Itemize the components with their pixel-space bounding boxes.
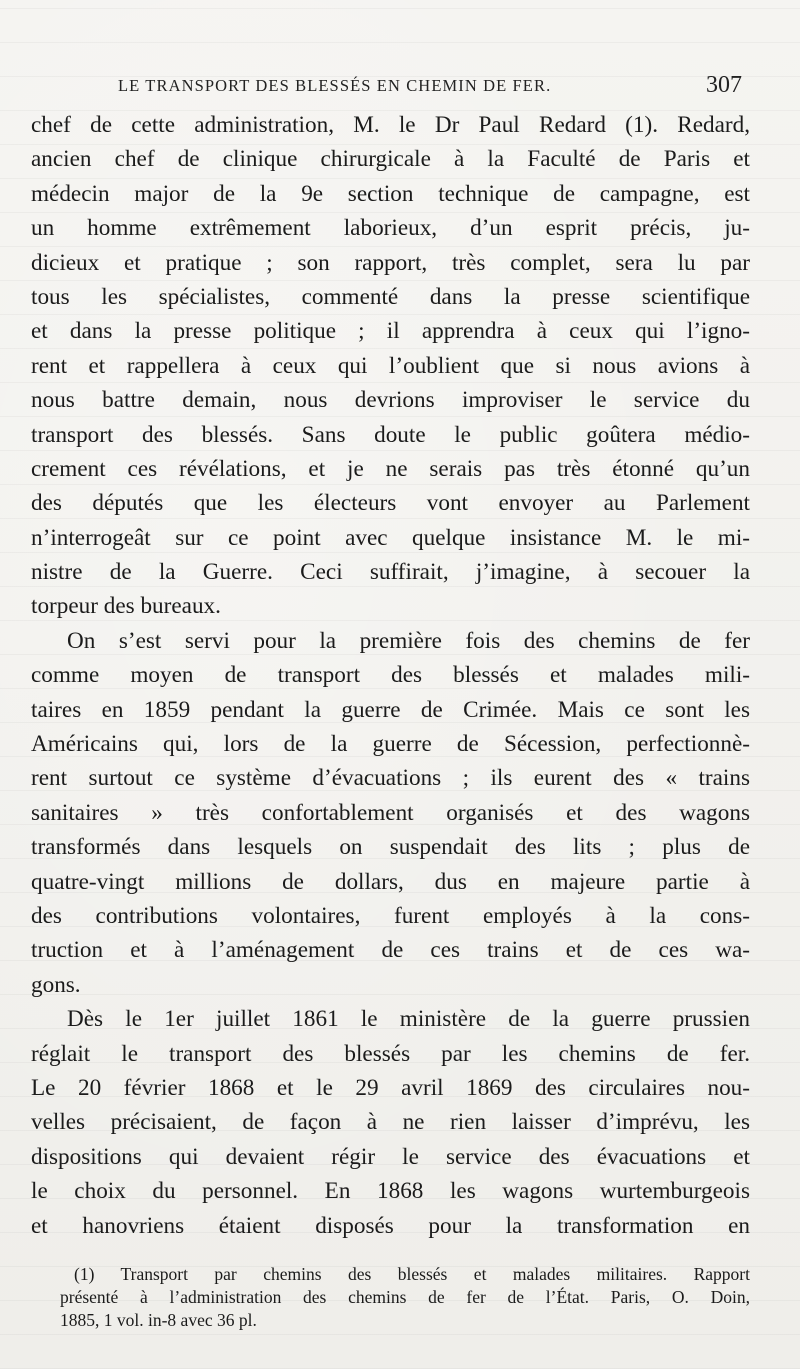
text-line: et dans la presse politique ; il apprendra à ceux qui l’igno- [31,318,750,345]
text-line: dispositions qui devaient régir le service des évacuations et [31,1143,750,1170]
text-line: ancien chef de clinique chirurgicale à la Faculté de Paris et [31,146,750,173]
text-line: Le 20 février 1868 et le 29 avril 1869 des circulaires nou- [31,1074,750,1101]
text-line: transport des blessés. Sans doute le public goûtera médio- [31,421,750,448]
text-line: rent et rappellera à ceux qui l’oublient que si nous avions à [31,352,750,379]
footnote-line: 1885, 1 vol. in-8 avec 36 pl. [60,1310,257,1330]
text-line: torpeur des bureaux. [31,593,221,620]
text-line: le choix du personnel. En 1868 les wagons wurtemburgeois [31,1178,750,1205]
text-line: n’interrogeât sur ce point avec quelque insistance M. le mi- [31,524,750,551]
text-line: et hanovriens étaient disposés pour la transformation en [31,1212,750,1239]
text-line: un homme extrêmement laborieux, d’un esprit précis, ju- [31,215,750,242]
text-line: On s’est servi pour la première fois des chemins de fer [67,627,750,654]
running-header [118,72,748,102]
text-line: des députés que les électeurs vont envoyer au Parlement [31,490,750,517]
text-line: comme moyen de transport des blessés et malades mili- [31,662,750,689]
footnote-line: présenté à l’administration des chemins de fer de l’État. Paris, O. Doin, [60,1287,750,1307]
text-line: truction et à l’aménagement de ces trains et de ces wa- [31,937,750,964]
text-line: Américains qui, lors de la guerre de Sécession, perfectionnè- [31,731,750,758]
text-line: tous les spécialistes, commenté dans la presse scientifique [31,283,750,310]
text-line: velles précisaient, de façon à ne rien laisser d’imprévu, les [31,1109,750,1136]
text-line: nous battre demain, nous devrions improviser le service du [31,387,750,414]
body-text [31,108,750,1243]
text-line: gons. [31,971,81,998]
text-line: Dès le 1er juillet 1861 le ministère de la guerre prussien [67,1006,750,1033]
text-line: chef de cette administration, M. le Dr Paul Redard (1). Redard, [31,112,750,138]
text-line: transformés dans lesquels on suspendait des lits ; plus de [31,834,750,861]
text-line: réglait le transport des blessés par les chemins de fer. [31,1040,750,1067]
text-line: sanitaires » très confortablement organisés et des wagons [31,799,750,826]
text-line: nistre de la Guerre. Ceci suffirait, j’imagine, à secouer la [31,559,750,586]
text-line: quatre-vingt millions de dollars, dus en majeure partie à [31,868,750,895]
footnote [60,1263,750,1332]
text-line: des contributions volontaires, furent employés à la cons- [31,902,750,929]
page-number: 307 [706,72,742,98]
running-title: LE TRANSPORT DES BLESSÉS EN CHEMIN DE FER. [118,76,552,95]
text-line: rent surtout ce système d’évacuations ; ils eurent des « trains [31,765,750,792]
text-line: dicieux et pratique ; son rapport, très complet, sera lu par [31,249,750,276]
footnote-line: (1) Transport par chemins des blessés et malades militaires. Rapport [74,1264,750,1284]
text-line: médecin major de la 9e section technique de campagne, est [31,180,750,207]
text-line: crement ces révélations, et je ne serais pas très étonné qu’un [31,455,750,482]
text-line: taires en 1859 pendant la guerre de Crimée. Mais ce sont les [31,696,750,723]
